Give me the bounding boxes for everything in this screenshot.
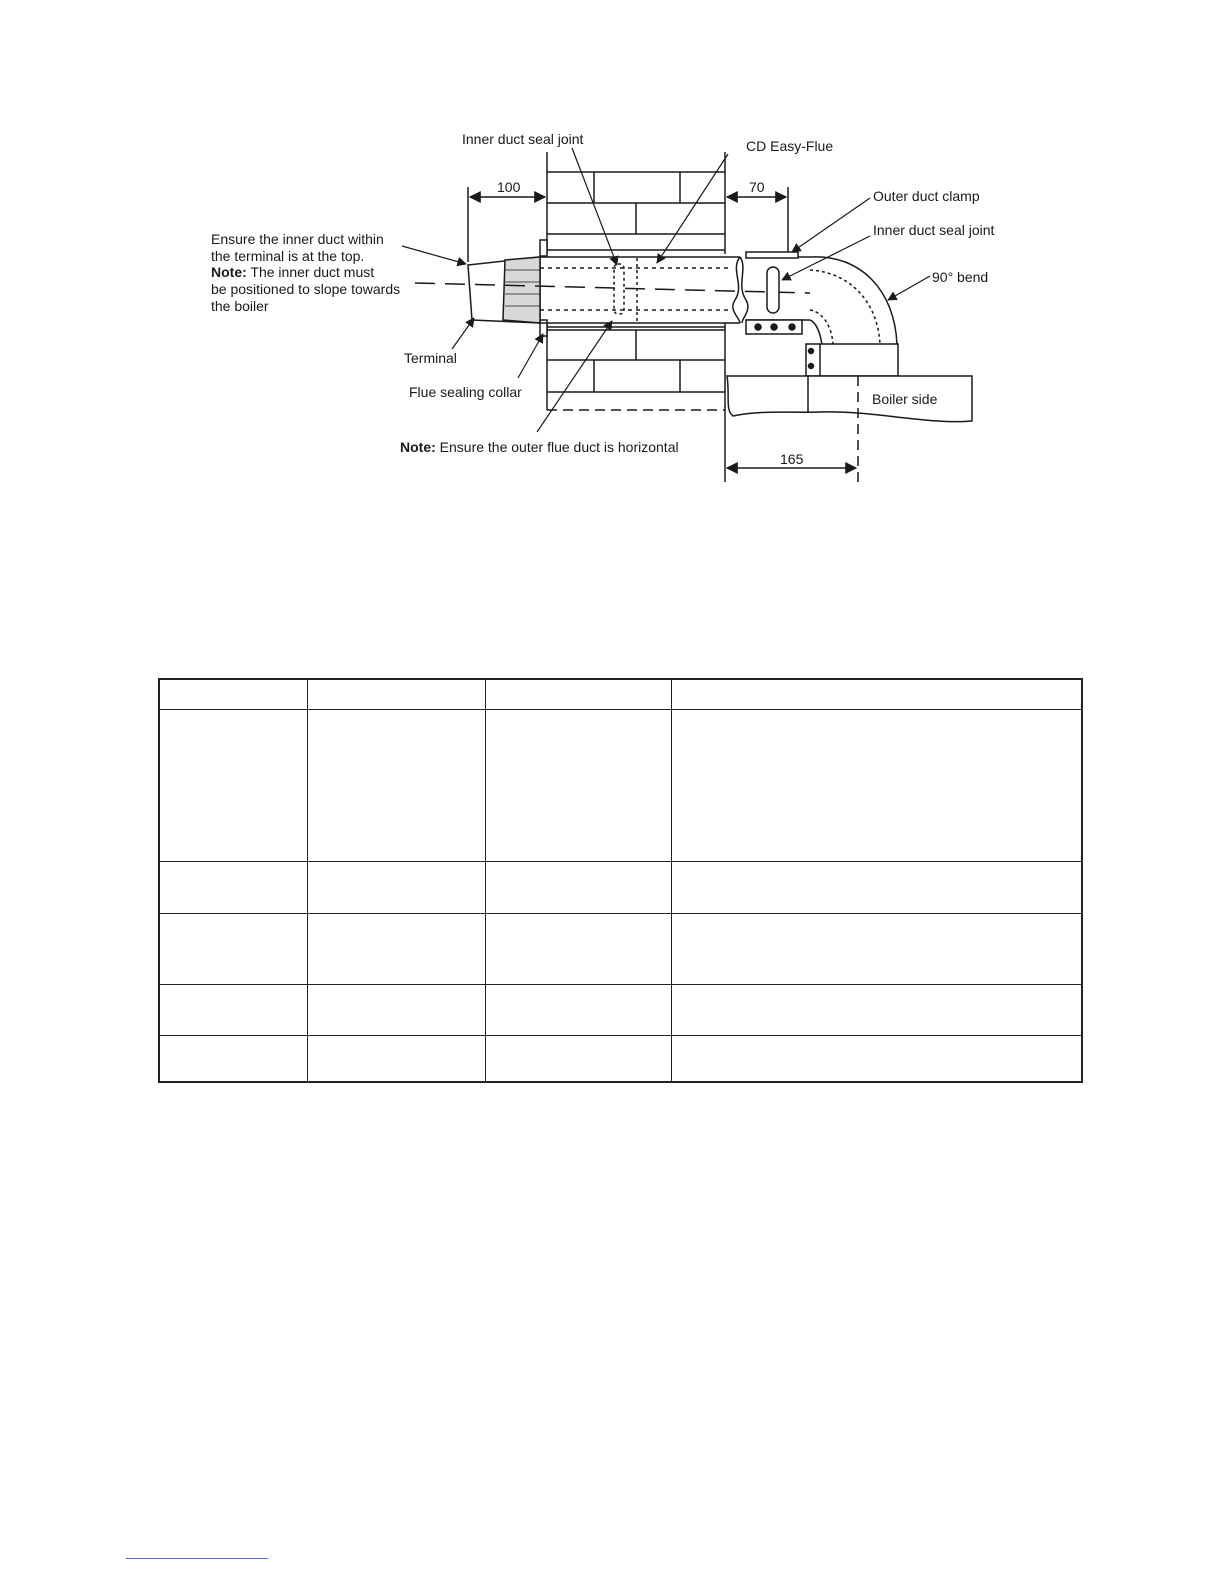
table-row [159,984,1082,1035]
table-row [159,1035,1082,1082]
footer-link-underline [126,1558,268,1559]
table-cell [485,984,671,1035]
wall-brickwork [547,152,725,410]
label-cd-easy-flue: CD Easy-Flue [746,138,834,154]
label-bottom-note [400,439,679,455]
flue-sealing-collar [540,240,547,336]
table-cell [159,709,307,861]
label-flue-sealing-collar: Flue sealing collar [409,384,522,400]
table-cell [485,861,671,913]
label-terminal: Terminal [404,350,457,366]
empty-table [158,678,1083,1083]
label-ensure-line2: the terminal is at the top. [211,248,365,264]
label-note-line1 [211,264,374,280]
label-inner-duct-seal-joint-top: Inner duct seal joint [462,131,584,147]
table-row [159,709,1082,861]
label-ensure-line1: Ensure the inner duct within [211,231,384,247]
table-cell [671,709,1082,861]
table-cell [671,861,1082,913]
note-rest: The inner duct must [246,264,375,280]
table-cell [671,913,1082,984]
note-bold: Note: [211,264,247,280]
label-boiler-side: Boiler side [872,391,938,407]
table-cell [159,1035,307,1082]
table-cell [671,984,1082,1035]
label-90-bend: 90° bend [932,269,989,285]
label-dim-165: 165 [780,451,804,467]
label-outer-duct-clamp: Outer duct clamp [873,188,980,204]
table-row [159,861,1082,913]
label-dim-70: 70 [749,179,765,195]
table-cell [307,1035,485,1082]
table-row [159,913,1082,984]
table-cell [159,861,307,913]
table-row [159,679,1082,709]
label-dim-100: 100 [497,179,521,195]
terminal [468,257,540,323]
table-cell [485,679,671,709]
table-cell [159,913,307,984]
bend-90 [806,257,898,376]
table-cell [485,1035,671,1082]
table-cell [307,984,485,1035]
table-cell [307,861,485,913]
table-cell [307,679,485,709]
table-cell [485,709,671,861]
label-inner-duct-seal-joint-right: Inner duct seal joint [873,222,995,238]
inner-duct-seal-joint-right [767,267,779,313]
label-note-line3: the boiler [211,298,269,314]
table-cell [307,913,485,984]
table-cell [671,679,1082,709]
table-cell [159,984,307,1035]
bottom-note-rest: Ensure the outer flue duct is horizontal [435,439,679,455]
table-cell [307,709,485,861]
label-note-line2: be positioned to slope towards [211,281,401,297]
table-cell [485,913,671,984]
table-cell [671,1035,1082,1082]
table-cell [159,679,307,709]
flue-installation-diagram [0,0,1224,500]
bottom-note-bold: Note: [400,439,436,455]
